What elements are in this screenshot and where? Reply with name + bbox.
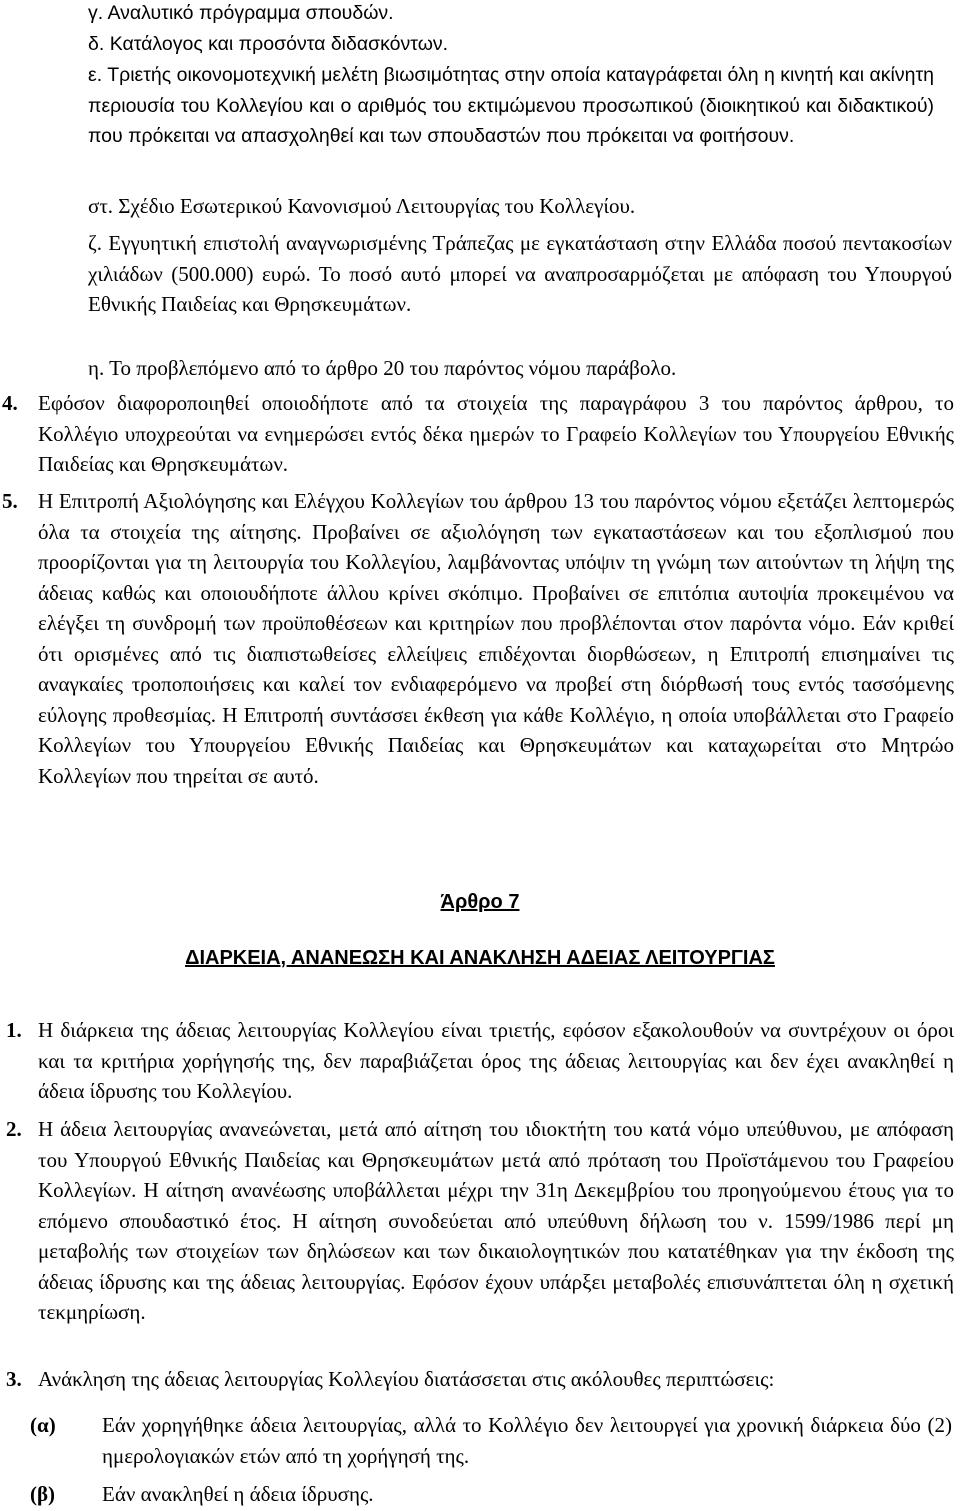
case-text-b: Εάν ανακληθεί η άδεια ίδρυσης. <box>102 1482 374 1506</box>
list-item-z: ζ. Εγγυητική επιστολή αναγνωρισμένης Τράπεζας με εγκατάσταση στην Ελλάδα ποσού πεντακοσίων χιλιάδων (500.000) ευρώ. Το ποσό αυτό μπορεί να αναπροσαρμόζεται με απόφαση του Υπουργού Εθνικής Παιδείας και Θρησκευμάτων. <box>88 231 952 316</box>
list-item-e: ε. Τριετής οικονομοτεχνική μελέτη βιωσιμότητας στην οποία καταγράφεται όλη η κινητή και ακίνητη περιουσία του Κολλεγίου και ο αριθμός του εκτιμώμενου προσωπικού (διοικητικού και διδακτικού) που πρόκειται να απασχοληθεί και των σπουδαστών που πρόκειται να φοιτήσουν. <box>88 64 934 147</box>
article-paragraph-number-2: 2. <box>6 1117 22 1141</box>
paragraph-4: Εφόσον διαφοροποιηθεί οποιοδήποτε από τα στοιχεία της παραγράφου 3 του παρόντος άρθρου, το Κολλέγιο υποχρεούται να ενημερώσει εντός δέκα ημερών το Γραφείο Κολλεγίων του Υπουργείου Εθνικής Παιδείας και Θρησκευμάτων. <box>38 391 954 476</box>
paragraph-number-4: 4. <box>2 391 18 415</box>
case-label-a: (α) <box>30 1413 56 1437</box>
article-paragraph-1: Η διάρκεια της άδειας λειτουργίας Κολλεγίου είναι τριετής, εφόσον εξακολουθούν να συντρέχουν οι όροι και τα κριτήρια χορήγησής της, δεν παραβιάζεται όρος της άδειας λειτουργίας και δεν έχει ανακληθεί η άδεια ίδρυσης του Κολλεγίου. <box>38 1018 954 1103</box>
list-item-h: η. Το προβλεπόμενο από το άρθρο 20 του παρόντος νόμου παράβολο. <box>88 356 677 380</box>
list-item-d: δ. Κατάλογος και προσόντα διδασκόντων. <box>88 33 449 55</box>
article-title: Άρθρο 7 <box>440 891 520 913</box>
article-paragraph-3: Ανάκληση της άδειας λειτουργίας Κολλεγίου διατάσσεται στις ακόλουθες περιπτώσεις: <box>38 1367 775 1391</box>
paragraph-5: Η Επιτροπή Αξιολόγησης και Ελέγχου Κολλεγίων του άρθρου 13 του παρόντος νόμου εξετάζει λεπτομερώς όλα τα στοιχεία της αίτησης. Προβαίνει σε αξιολόγηση των εγκαταστάσεων και του εξοπλισμού που προορίζονται για τη λειτουργία του Κολλεγίου, λαμβάνοντας υπόψιν τη γνώμη των αιτούντων τη λήψη της άδειας καθώς και οποιουδήποτε άλλου κρίνει σκόπιμο. Προβαίνει σε επιτόπια αυτοψία προκειμένου να ελέγξει τη συνδρομή των προϋποθέσεων και κριτηρίων που προβλέπονται στον παρόντα νόμο. Εάν κριθεί ότι ορισμένες από τις διαπιστωθείσες ελλείψεις επιδέχονται διορθώσεων, η Επιτροπή επισημαίνει τις αναγκαίες τροποποιήσεις και καλεί τον ενδιαφερόμενο να προβεί στη διόρθωσή τους εντός τασσόμενης εύλογης προθεσμίας. Η Επιτροπή συντάσσει έκθεση για κάθε Κολλέγιο, η οποία υποβάλλεται στο Γραφείο Κολλεγίων του Υπουργείου Εθνικής Παιδείας και Θρησκευμάτων και καταχωρείται στο Μητρώο Κολλεγίων που τηρείται σε αυτό. <box>38 489 954 788</box>
article-paragraph-2: Η άδεια λειτουργίας ανανεώνεται, μετά από αίτηση του ιδιοκτήτη του κατά νόμο υπεύθυνου, με απόφαση του Υπουργού Εθνικής Παιδείας και Θρησκευμάτων μετά από πρόταση του Προϊστάμενου του Γραφείου Κολλεγίων. Η αίτηση ανανέωσης υποβάλλεται μέχρι την 31η Δεκεμβρίου του προηγούμενου έτους για το επόμενο σπουδαστικό έτος. Η αίτηση συνοδεύεται από υπεύθυνη δήλωση του ν. 1599/1986 περί μη μεταβολής των στοιχείων των δηλώσεων και των δικαιολογητικών που κατατέθηκαν για την έκδοση της άδειας ίδρυσης και της άδειας λειτουργίας. Εφόσον έχουν υπάρξει μεταβολές επισυνάπτεται όλη η σχετική τεκμηρίωση. <box>38 1117 954 1324</box>
article-paragraph-number-3: 3. <box>6 1367 22 1391</box>
paragraph-number-5: 5. <box>2 489 18 513</box>
case-label-b: (β) <box>30 1482 56 1506</box>
list-item-st: στ. Σχέδιο Εσωτερικού Κανονισμού Λειτουργίας του Κολλεγίου. <box>88 194 636 218</box>
list-item-g: γ. Αναλυτικό πρόγραμμα σπουδών. <box>88 2 394 24</box>
article-subtitle: ΔΙΑΡΚΕΙΑ, ΑΝΑΝΕΩΣΗ ΚΑΙ ΑΝΑΚΛΗΣΗ ΑΔΕΙΑΣ ΛΕΙΤΟΥΡΓΙΑΣ <box>185 947 775 969</box>
case-text-a: Εάν χορηγήθηκε άδεια λειτουργίας, αλλά το Κολλέγιο δεν λειτουργεί για χρονική διάρκεια δύο (2) ημερολογιακών ετών από τη χορήγησή της. <box>102 1413 952 1468</box>
article-paragraph-number-1: 1. <box>6 1018 22 1042</box>
